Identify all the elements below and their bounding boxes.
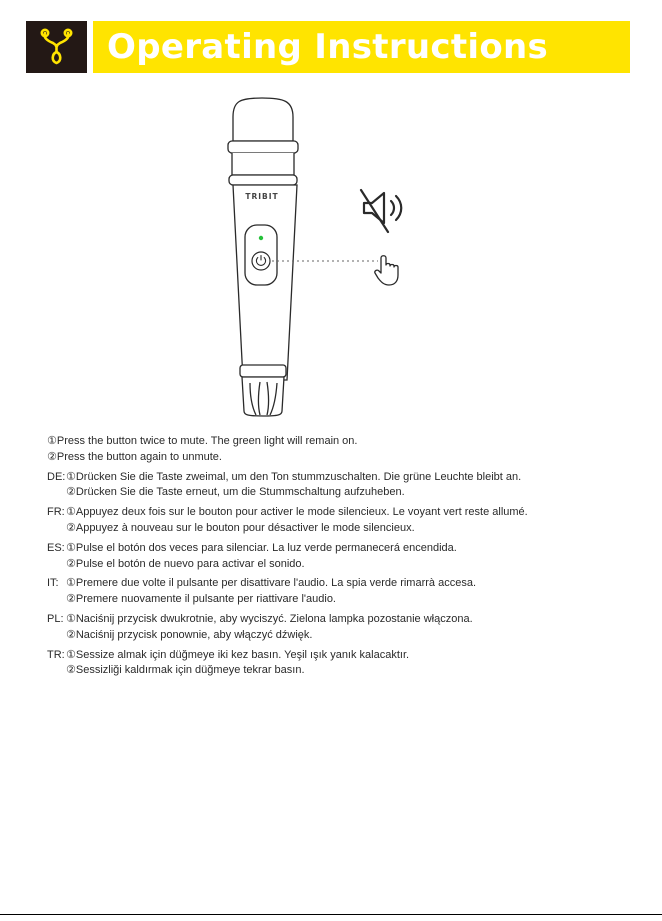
- mute-speaker-icon: [361, 190, 401, 232]
- lang-code: TR:: [47, 648, 65, 661]
- instructions-pl: [47, 612, 647, 644]
- title-banner: [93, 21, 630, 73]
- step-1: ①Premere due volte il pulsante per disattivare l'audio. La spia verde rimarrà accesa.: [66, 577, 476, 590]
- step-2: ②Drücken Sie die Taste erneut, um die Stummschaltung aufzuheben.: [66, 486, 405, 499]
- en-step-1: ①Press the button twice to mute. The green light will remain on.: [47, 435, 358, 447]
- step-2: ②Naciśnij przycisk ponownie, aby włączyć dźwięk.: [66, 628, 313, 641]
- tribit-y-logo-icon: [26, 21, 87, 73]
- pointing-hand-icon: [375, 256, 398, 285]
- lang-code: FR:: [47, 506, 65, 519]
- instructions: [47, 434, 647, 679]
- instructions-de: [47, 470, 647, 502]
- instructions-en: [47, 434, 647, 466]
- step-1: ①Drücken Sie die Taste zweimal, um den Ton stummzuschalten. Die grüne Leuchte bleibt an.: [66, 470, 522, 483]
- step-1: ①Appuyez deux fois sur le bouton pour activer le mode silencieux. Le voyant vert reste allumé.: [66, 506, 528, 519]
- step-2: ②Premere nuovamente il pulsante per riattivare l'audio.: [66, 593, 336, 606]
- lang-code: DE:: [47, 470, 66, 483]
- step-2: ②Sessizliği kaldırmak için düğmeye tekrar basın.: [66, 664, 305, 677]
- brand-logo: [26, 21, 87, 73]
- instructions-es: [47, 541, 647, 573]
- en-step-2: ②Press the button again to unmute.: [47, 450, 222, 463]
- page-title: Operating Instructions: [107, 27, 549, 67]
- instructions-it: [47, 576, 647, 608]
- instructions-tr: [47, 648, 647, 680]
- lang-code: PL:: [47, 612, 64, 625]
- lang-code: ES:: [47, 541, 65, 554]
- lang-code: IT:: [47, 577, 59, 590]
- step-1: ①Pulse el botón dos veces para silenciar. La luz verde permanecerá encendida.: [66, 541, 457, 554]
- brand-label: TRIBIT: [245, 192, 279, 201]
- status-led: [259, 236, 263, 240]
- bottom-rule: [0, 914, 662, 915]
- step-2: ②Appuyez à nouveau sur le bouton pour désactiver le mode silencieux.: [66, 521, 415, 534]
- instructions-fr: [47, 505, 647, 537]
- step-2: ②Pulse el botón de nuevo para activar el sonido.: [66, 557, 305, 570]
- microphone-illustration: [200, 95, 460, 420]
- step-1: ①Sessize almak için düğmeye iki kez basın. Yeşil ışık yanık kalacaktır.: [66, 648, 410, 661]
- microphone: [228, 98, 298, 416]
- step-1: ①Naciśnij przycisk dwukrotnie, aby wyciszyć. Zielona lampka pozostanie włączona.: [66, 612, 473, 625]
